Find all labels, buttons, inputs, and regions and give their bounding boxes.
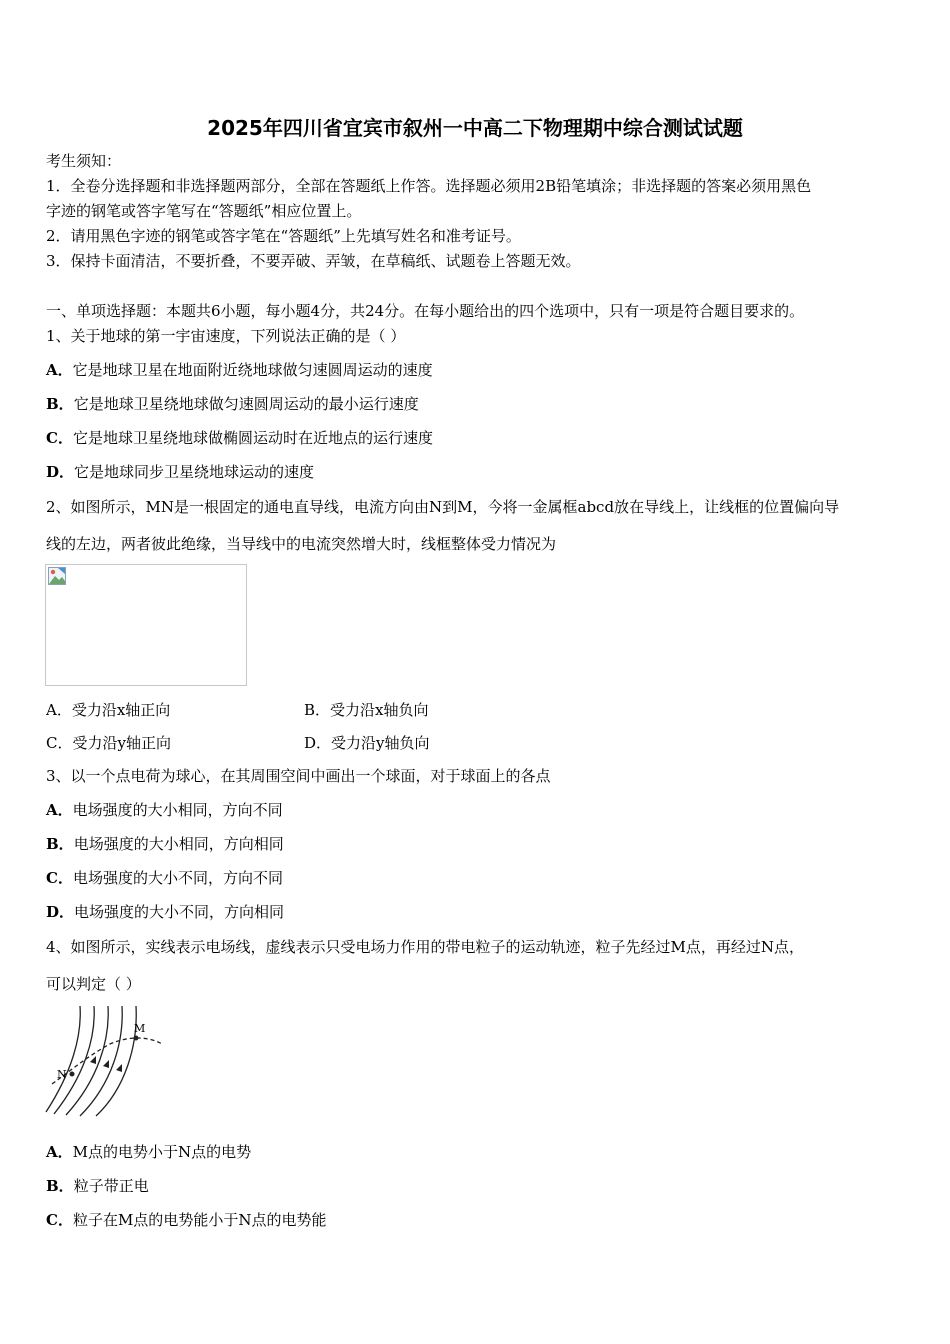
field-arrow (103, 1060, 109, 1068)
question-1-stem: 1、关于地球的第一宇宙速度，下列说法正确的是（ ） (46, 327, 406, 345)
option-letter: A． (46, 801, 73, 819)
field-line (96, 1006, 136, 1116)
question-2-option-d: D．受力沿y轴负向 (304, 734, 430, 752)
question-3-stem: 3、以一个点电荷为球心，在其周围空间中画出一个球面，对于球面上的各点 (46, 767, 551, 785)
question-4-stem-line-1: 4、如图所示，实线表示电场线，虚线表示只受电场力作用的带电粒子的运动轨迹，粒子先经过M点，再经过N点， (46, 938, 805, 956)
point-m-dot (134, 1036, 139, 1041)
option-letter: A． (46, 361, 73, 379)
question-1-option-d (46, 462, 314, 482)
option-text: 它是地球卫星在地面附近绕地球做匀速圆周运动的速度 (72, 361, 433, 379)
point-n-label: N (57, 1068, 67, 1081)
question-1-option-c (46, 428, 433, 448)
point-m-label: M (134, 1022, 146, 1035)
section-heading: 一、单项选择题：本题共6小题，每小题4分，共24分。在每小题给出的四个选项中，只有一项是符合题目要求的。 (46, 302, 805, 320)
option-letter: B． (46, 1177, 74, 1195)
question-4-option-a (46, 1142, 251, 1162)
option-text: 它是地球同步卫星绕地球运动的速度 (74, 463, 315, 481)
option-text: M点的电势小于N点的电势 (72, 1143, 252, 1161)
field-line (46, 1006, 80, 1112)
question-4-option-b (46, 1176, 149, 1196)
option-text: 粒子带正电 (73, 1177, 149, 1195)
notice-item-2: 2．请用黑色字迹的钢笔或答字笔在“答题纸”上先填写姓名和准考证号。 (46, 227, 521, 245)
option-letter: D． (46, 903, 75, 921)
point-n-dot (70, 1072, 75, 1077)
question-3-option-c (46, 868, 283, 888)
question-1-option-a (46, 360, 433, 380)
question-3-option-a (46, 800, 283, 820)
option-text: 电场强度的大小相同，方向不同 (72, 801, 283, 819)
question-3-option-b (46, 834, 284, 854)
option-letter: C． (46, 1211, 73, 1229)
option-text: 电场强度的大小不同，方向相同 (74, 903, 285, 921)
option-text: 电场强度的大小相同，方向相同 (73, 835, 284, 853)
page-title: 2025年四川省宜宾市叙州一中高二下物理期中综合测试试题 (207, 116, 743, 140)
option-text: 电场强度的大小不同，方向不同 (72, 869, 283, 887)
option-text: 粒子在M点的电势能小于N点的电势能 (72, 1211, 327, 1229)
question-3-option-d (46, 902, 284, 922)
question-2-stem-line-1: 2、如图所示，MN是一根固定的通电直导线，电流方向由N到M，今将一金属框abcd放在导线上，让线框的位置偏向导 (46, 498, 840, 516)
question-2-option-c: C．受力沿y轴正向 (46, 734, 171, 752)
question-2-option-b: B．受力沿x轴负向 (304, 701, 429, 719)
notice-item-3: 3．保持卡面清洁，不要折叠，不要弄破、弄皱，在草稿纸、试题卷上答题无效。 (46, 252, 581, 270)
option-text: 它是地球卫星绕地球做匀速圆周运动的最小运行速度 (73, 395, 419, 413)
option-letter: B． (46, 835, 74, 853)
question-2-stem-line-2: 线的左边，两者彼此绝缘，当导线中的电流突然增大时，线框整体受力情况为 (46, 535, 557, 553)
field-line (54, 1006, 94, 1114)
option-letter: C． (46, 869, 73, 887)
field-line (80, 1006, 122, 1116)
notice-item-1-line-2: 字迹的钢笔或答字笔写在“答题纸”相应位置上。 (46, 202, 362, 220)
notice-item-1-line-1: 1．全卷分选择题和非选择题两部分，全部在答题纸上作答。选择题必须用2B铅笔填涂；非选择题的答案必须用黑色 (46, 177, 812, 195)
question-2-figure-placeholder (45, 564, 247, 686)
notice-heading: 考生须知： (46, 152, 122, 170)
broken-image-icon (48, 567, 66, 585)
option-text: 它是地球卫星绕地球做椭圆运动时在近地点的运行速度 (72, 429, 433, 447)
field-arrow (90, 1056, 96, 1064)
field-arrow (116, 1064, 122, 1072)
question-4-stem-line-2: 可以判定（ ） (46, 975, 141, 993)
option-letter: B． (46, 395, 74, 413)
electric-field-figure (44, 1002, 166, 1118)
option-letter: D． (46, 463, 75, 481)
question-2-option-a: A．受力沿x轴正向 (46, 701, 171, 719)
option-letter: C． (46, 429, 73, 447)
option-letter: A． (46, 1143, 73, 1161)
question-1-option-b (46, 394, 419, 414)
question-4-option-c (46, 1210, 326, 1230)
